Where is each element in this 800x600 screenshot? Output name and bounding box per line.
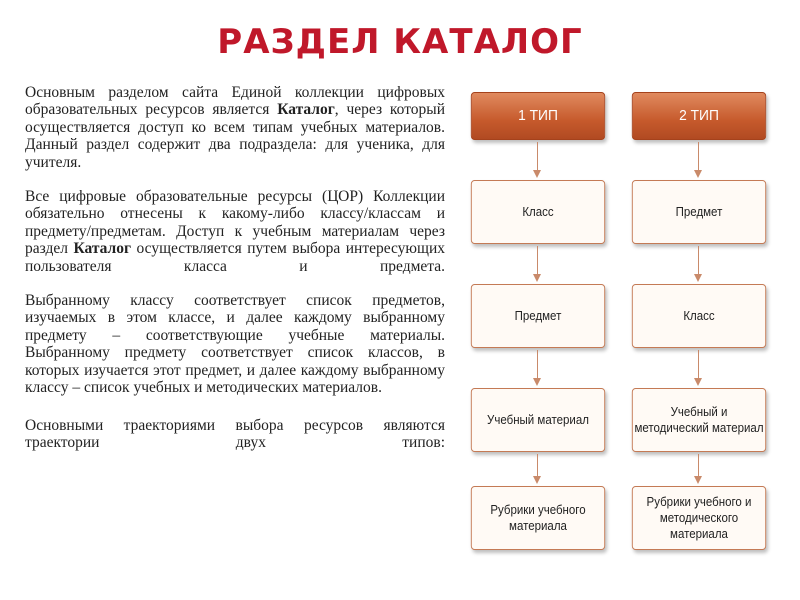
paragraph-text: осуществляется путем выбора интересующих пользователя класса и предмета. [25,240,445,275]
flow-arrow [465,452,611,486]
flow-step-rubrics: Рубрики учебного материала [471,486,605,550]
body-text [25,84,445,468]
paragraph-cor-access [25,188,445,275]
flow-step-material: Учебный материал [471,388,605,452]
flow-arrow [465,140,611,180]
flow-arrow [465,348,611,388]
flow-arrow [626,244,772,284]
flow-type-2 [626,92,772,550]
flow-arrow [465,244,611,284]
flow-step-class: Класс [471,180,605,244]
flow-arrow [626,452,772,486]
flow-step-class: Класс [632,284,766,348]
catalog-term: Каталог [277,101,335,119]
flow-arrow [626,348,772,388]
slide-title: РАЗДЕЛ КАТАЛОГ [217,22,583,62]
paragraph-text: Все цифровые образовательные ресурсы (ЦОР) Коллекции обязательно отнесены к какому-либо классу/классам и предмету/предметам. Доступ к учебным материалам через раздел [25,188,445,258]
paragraph-catalog-intro [25,84,445,171]
flow-step-subject: Предмет [471,284,605,348]
flow-step-material: Учебный и методический материал [632,388,766,452]
paragraph-text: Основным разделом сайта Единой коллекции цифровых образовательных ресурсов является [25,84,445,119]
paragraph-selection: Выбранному классу соответствует список предметов, изучаемых в этом классе, и далее каждому выбранному предмету – соответствующие учебные материалы. Выбранному предмету соответствует список классов, в которых изучается этот предмет, и далее каждому выбранному классу – список учебных и методических материалов. [25,292,445,397]
catalog-term: Каталог [73,240,132,258]
paragraph-trajectories: Основными траекториями выбора ресурсов являются траектории двух типов: [25,416,445,451]
flow-header-type-2: 2 ТИП [632,92,766,140]
flow-type-1 [465,92,611,550]
flow-arrow [626,140,772,180]
paragraph-text: , через который осуществляется доступ ко всем типам учебных материалов. Данный раздел содержит два подраздела: для ученика, для учителя. [25,101,445,171]
flow-step-subject: Предмет [632,180,766,244]
flow-header-type-1: 1 ТИП [471,92,605,140]
flow-step-rubrics: Рубрики учебного и методического материала [632,486,766,550]
